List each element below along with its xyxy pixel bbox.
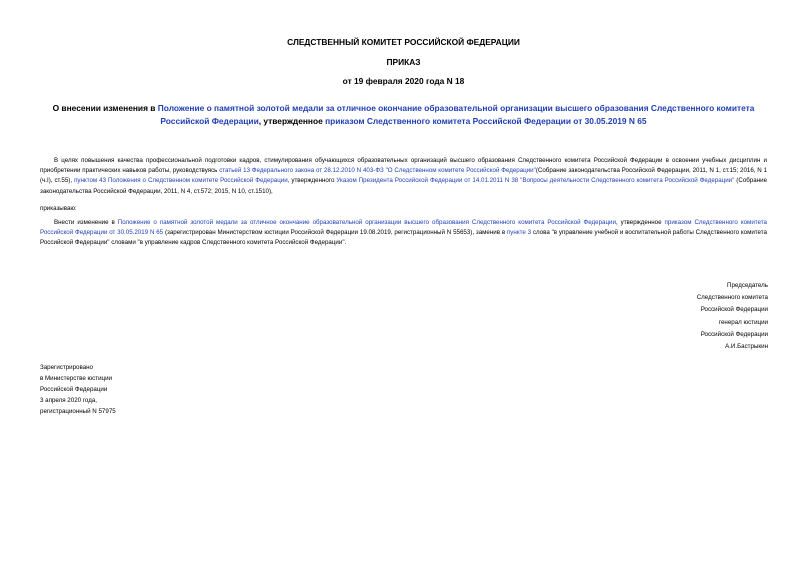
preamble-text-1: В целях повышения качества профессиональной подготовки кадров, стимулирования обучающихся образовательных организаций высшего образования Следственного комитета Российской Федерации в освоении учебных дисциплин и приобретении практических навыков работы, руководствуясь xyxy=(40,157,767,175)
order-link-regulation[interactable]: Положение о памятной золотой медали за отличное окончание образовательной организации высшего образования Следственного комитета Российской Федерации xyxy=(117,219,616,226)
title-link-regulation[interactable]: Положение о памятной золотой медали за отличное окончание образовательной организации высшего образования Следственного комитета Российской Федерации xyxy=(157,103,755,126)
registration-line: Российской Федерации xyxy=(40,386,108,393)
order-text-4: слова "в управление учебной и воспитательной работы Следственного комитета Российской Федерации" словами "в управление кадров Следственного комитета Российской Федерации". xyxy=(40,229,767,247)
document-title xyxy=(40,102,767,127)
order-link-clause-3[interactable]: пункте 3 xyxy=(506,229,532,237)
order-text-2: , утвержденное xyxy=(615,219,665,226)
preamble-link-decree[interactable]: Указом Президента Российской Федерации от 14.01.2011 N 38 "Вопросы деятельности Следственного комитета Российской Федерации" xyxy=(336,177,735,185)
order-text-1: Внести изменение в xyxy=(54,219,118,226)
agency-heading: СЛЕДСТВЕННЫЙ КОМИТЕТ РОССИЙСКОЙ ФЕДЕРАЦИИ xyxy=(287,37,520,47)
order-word: приказываю: xyxy=(40,205,77,212)
order-link-order[interactable]: приказом Следственного комитета Российской Федерации от 30.05.2019 N 65 xyxy=(40,219,767,237)
preamble-link-federal-law[interactable]: статьей 13 Федерального закона от 28.12.2010 N 403-ФЗ "О Следственном комитете Российской Федерации" xyxy=(219,167,536,175)
title-link-order[interactable]: приказом Следственного комитета Российской Федерации от 30.05.2019 N 65 xyxy=(325,115,647,126)
signature-line: Следственного комитета xyxy=(696,294,768,302)
preamble-link-regulation-clause[interactable]: пунктом 43 Положения о Следственном комитете Российской Федерации xyxy=(74,177,288,185)
title-middle: , утвержденное xyxy=(258,115,326,126)
registration-line: в Министерстве юстиции xyxy=(40,375,113,382)
document-date-number: от 19 февраля 2020 года N 18 xyxy=(342,76,465,86)
preamble-paragraph xyxy=(40,156,767,197)
order-text-3: (зарегистрирован Министерством юстиции Российской Федерации 19.08.2019, регистрационный N 55653), заменив в xyxy=(163,229,507,237)
document-type: ПРИКАЗ xyxy=(386,57,421,67)
preamble-text-2: (Собрание законодательства Российской Федерации, 2011, N 1, ст.15; 2016, N 1 (ч.I), ст.55), xyxy=(40,167,767,185)
registration-line: Зарегистрировано xyxy=(40,364,93,371)
signature-line: Председатель xyxy=(727,282,768,289)
registration-number: регистрационный N 57975 xyxy=(40,408,116,415)
signatory-name: А.И.Бастрыкин xyxy=(725,343,768,351)
registration-date: 3 апреля 2020 года, xyxy=(40,397,97,404)
preamble-text-4: (Собрание законодательства Российской Федерации, 2011, N 4, ст.572; 2015, N 10, ст.1510), xyxy=(40,177,768,195)
signature-line: Российской Федерации xyxy=(700,306,768,314)
preamble-text-3: , утвержденного xyxy=(287,177,337,185)
order-paragraph xyxy=(40,218,767,249)
signature-line: Российской Федерации xyxy=(700,330,768,338)
signature-line: генерал юстиции xyxy=(718,318,768,326)
title-prefix: О внесении изменения в xyxy=(52,103,158,113)
signature-block xyxy=(568,280,768,353)
registration-block xyxy=(40,362,260,417)
